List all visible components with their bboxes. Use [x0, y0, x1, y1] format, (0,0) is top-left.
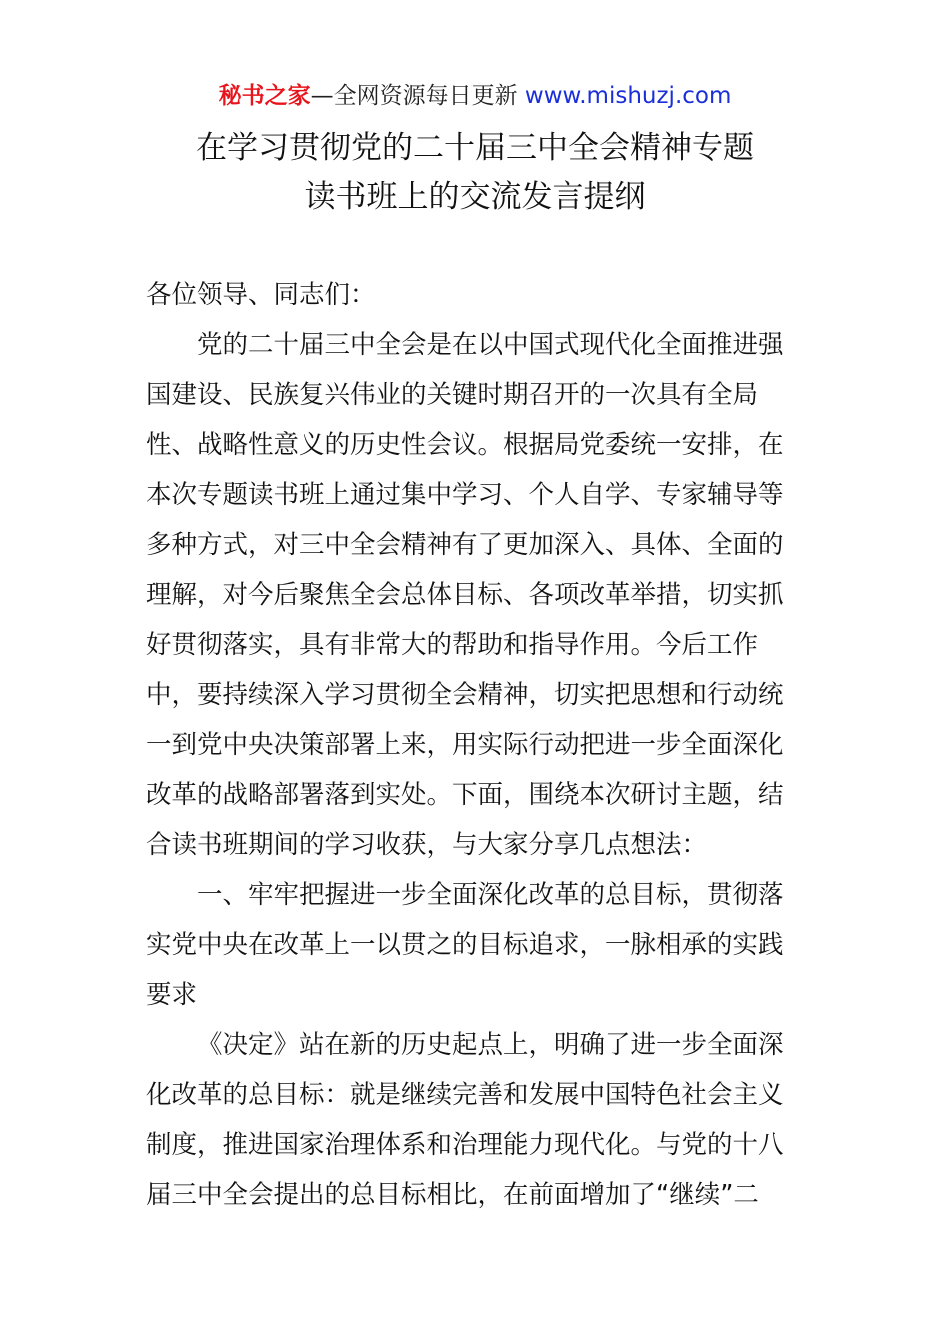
section-heading-line: 一、牢牢把握进一步全面深化改革的总目标，贯彻落 [197, 880, 784, 910]
paragraph-line: 一到党中央决策部署上来，用实际行动把进一步全面深化 [146, 730, 784, 760]
site-banner [0, 80, 950, 112]
document-title-line-1: 在学习贯彻党的二十届三中全会精神专题 [196, 130, 754, 166]
paragraph-line: 改革的战略部署落到实处。下面，围绕本次研讨主题，结 [146, 780, 784, 810]
paragraph-line: 国建设、民族复兴伟业的关键时期召开的一次具有全局 [146, 380, 759, 410]
paragraph-line: 党的二十届三中全会是在以中国式现代化全面推进强 [197, 330, 784, 360]
paragraph-line: 化改革的总目标：就是继续完善和发展中国特色社会主义 [146, 1080, 784, 1110]
section-heading-line: 实党中央在改革上一以贯之的目标追求，一脉相承的实践 [146, 930, 784, 960]
paragraph-line: 《决定》站在新的历史起点上，明确了进一步全面深 [197, 1030, 784, 1060]
paragraph-line: 制度，推进国家治理体系和治理能力现代化。与党的十八 [146, 1130, 784, 1160]
document-title-line-2: 读书班上的交流发言提纲 [304, 179, 646, 215]
paragraph-line: 届三中全会提出的总目标相比，在前面增加了“继续”二 [146, 1180, 759, 1210]
paragraph-line: 好贯彻落实，具有非常大的帮助和指导作用。今后工作 [146, 630, 759, 660]
paragraph-line: 本次专题读书班上通过集中学习、个人自学、专家辅导等 [146, 480, 784, 510]
paragraph-line: 性、战略性意义的历史性会议。根据局党委统一安排，在 [146, 430, 784, 460]
site-url-link[interactable]: www.mishuzj.com [524, 83, 732, 109]
banner-tagline: —全网资源每日更新 [310, 83, 525, 109]
paragraph-line: 多种方式，对三中全会精神有了更加深入、具体、全面的 [146, 530, 784, 560]
brand-name: 秘书之家 [218, 83, 311, 109]
document-body [146, 270, 808, 1220]
paragraph-line: 中，要持续深入学习贯彻全会精神，切实把思想和行动统 [146, 680, 784, 710]
salutation: 各位领导、同志们： [146, 280, 376, 310]
paragraph-line: 理解，对今后聚焦全会总体目标、各项改革举措，切实抓 [146, 580, 784, 610]
section-heading-line: 要求 [146, 980, 198, 1010]
paragraph-line: 合读书班期间的学习收获，与大家分享几点想法： [146, 830, 708, 860]
